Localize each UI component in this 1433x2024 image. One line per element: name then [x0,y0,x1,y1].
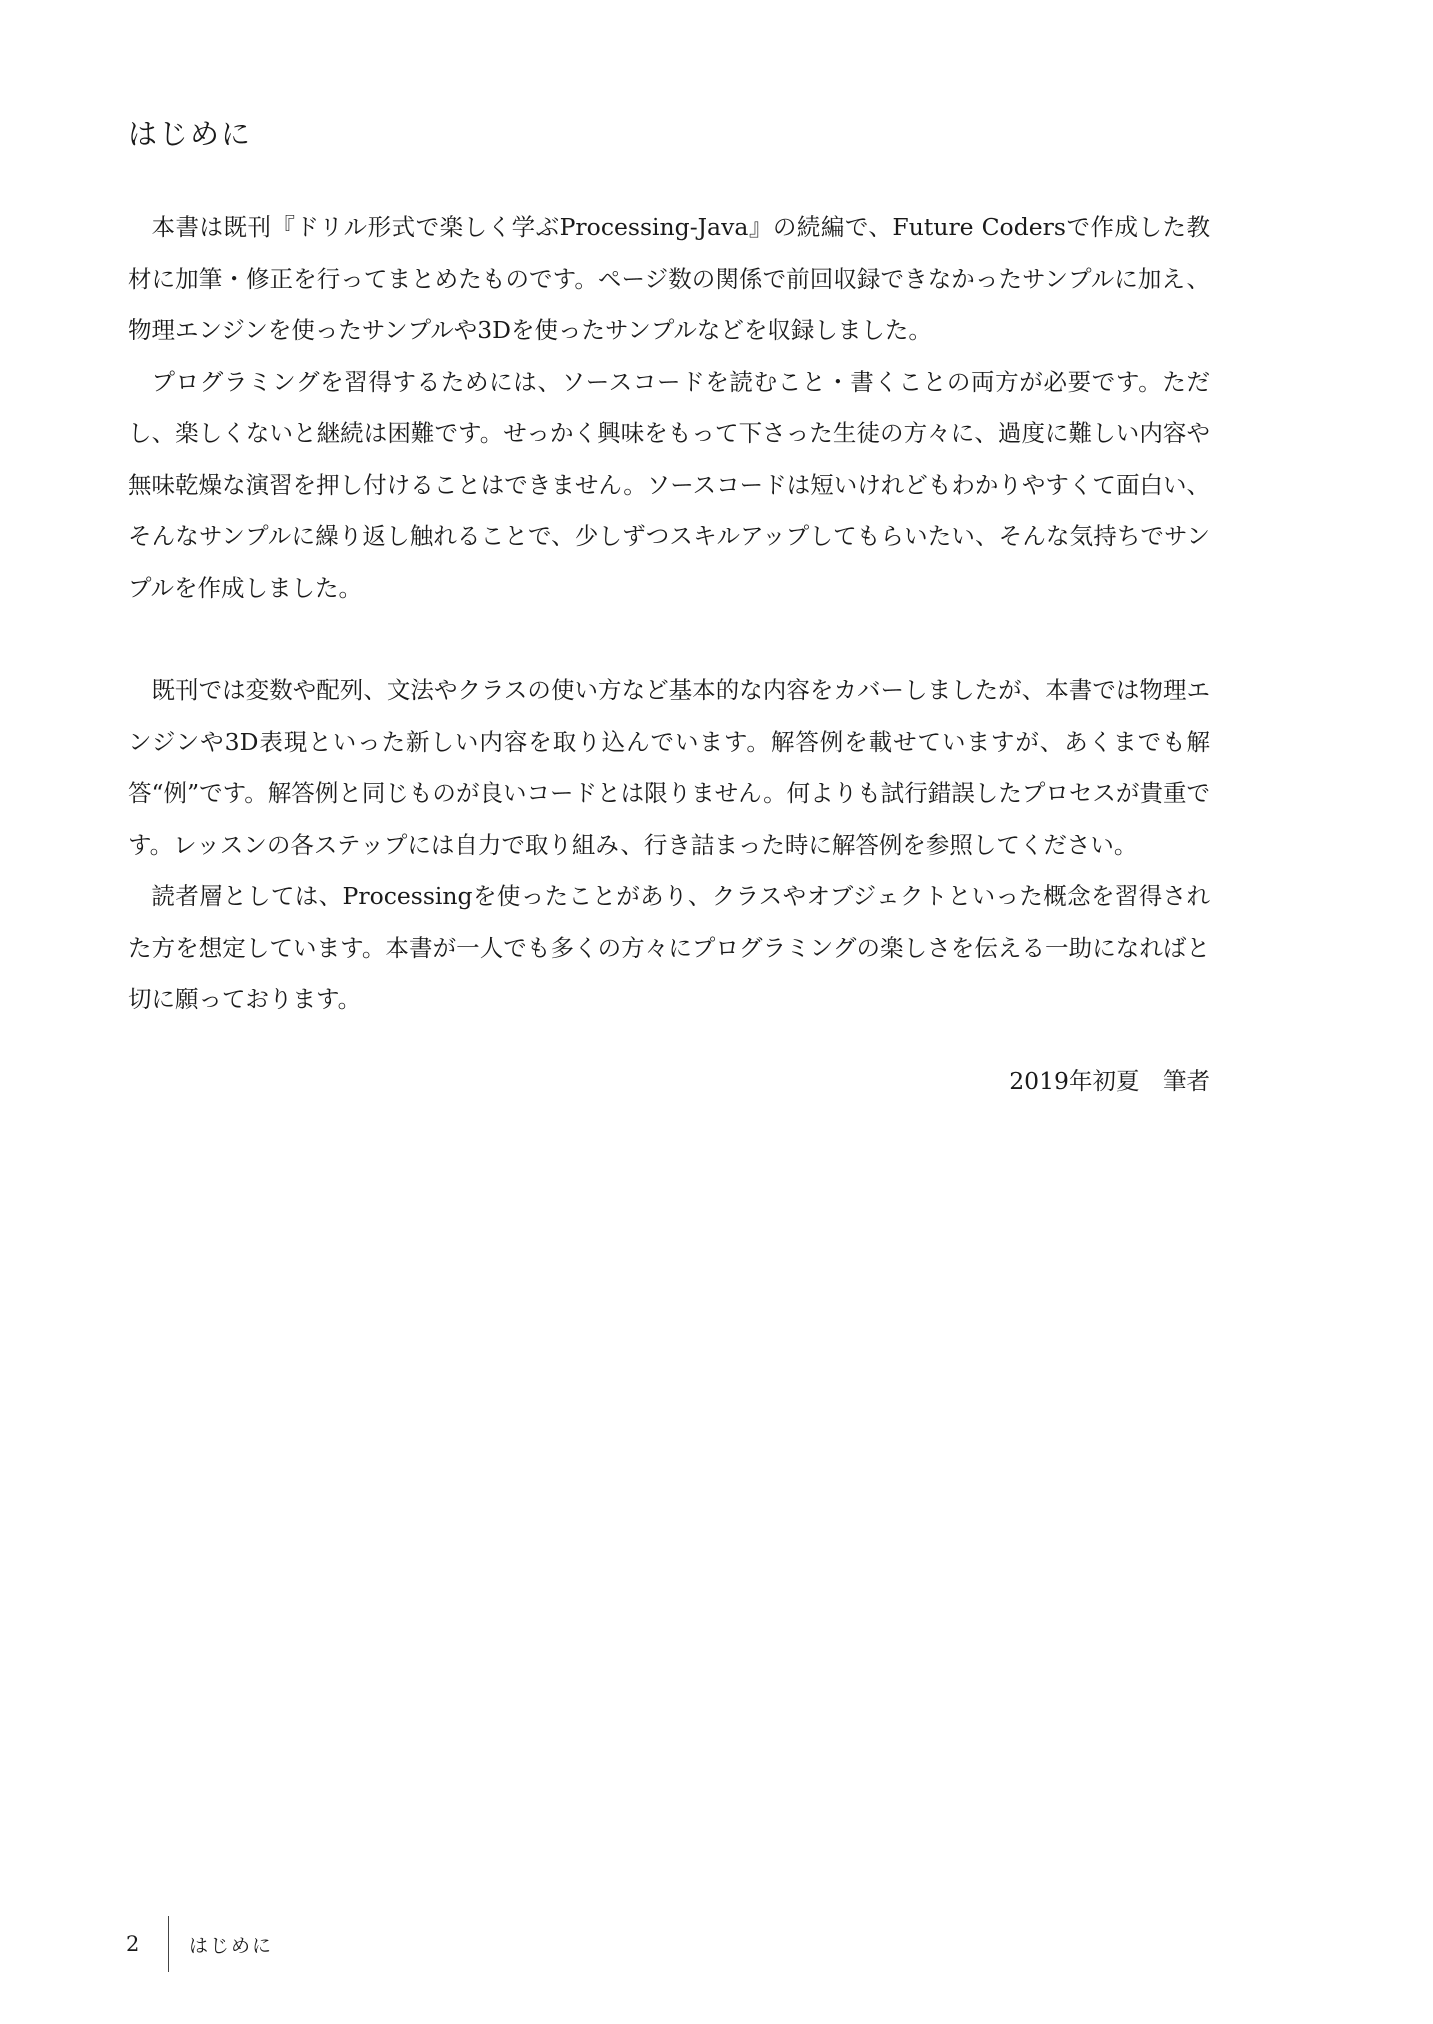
paragraph-1: 本書は既刊『ドリル形式で楽しく学ぶProcessing-Java』の続編で、Future Codersで作成した教材に加筆・修正を行ってまとめたものです。ページ数の関係で前回収録できなかったサンプルに加え、物理エンジンを使ったサンプルや3Dを使ったサンプルなどを収録しました。 [128,213,1210,344]
paragraph-4: 読者層としては、Processingを使ったことがあり、クラスやオブジェクトといった概念を習得された方を想定しています。本書が一人でも多くの方々にプログラミングの楽しさを伝える一助になればと切に願っております。 [128,882,1210,1013]
body-text [128,202,1210,1026]
page-number: 2 [126,1932,140,1956]
paragraph-2: プログラミングを習得するためには、ソースコードを読むこと・書くことの両方が必要です。ただし、楽しくないと継続は困難です。せっかく興味をもって下さった生徒の方々に、過度に難しい内容や無味乾燥な演習を押し付けることはできません。ソースコードは短いけれどもわかりやすくて面白い、そんなサンプルに繰り返し触れることで、少しずつスキルアップしてもらいたい、そんな気持ちでサンプルを作成しました。 [128,367,1210,602]
paragraph-spacer [128,614,1210,665]
running-head: はじめに [189,1934,274,1957]
signature: 2019年初夏 筆者 [1009,1067,1210,1095]
footer-divider [168,1916,169,1972]
paragraph-3: 既刊では変数や配列、文法やクラスの使い方など基本的な内容をカバーしましたが、本書では物理エンジンや3D表現といった新しい内容を取り込んでいます。解答例を載せていますが、あくまでも解答“例”です。解答例と同じものが良いコードとは限りません。何よりも試行錯誤したプロセスが貴重です。レッスンの各ステップには自力で取り組み、行き詰まった時に解答例を参照してください。 [128,676,1210,859]
page-title: はじめに [128,117,253,151]
page-footer [126,1916,273,1972]
